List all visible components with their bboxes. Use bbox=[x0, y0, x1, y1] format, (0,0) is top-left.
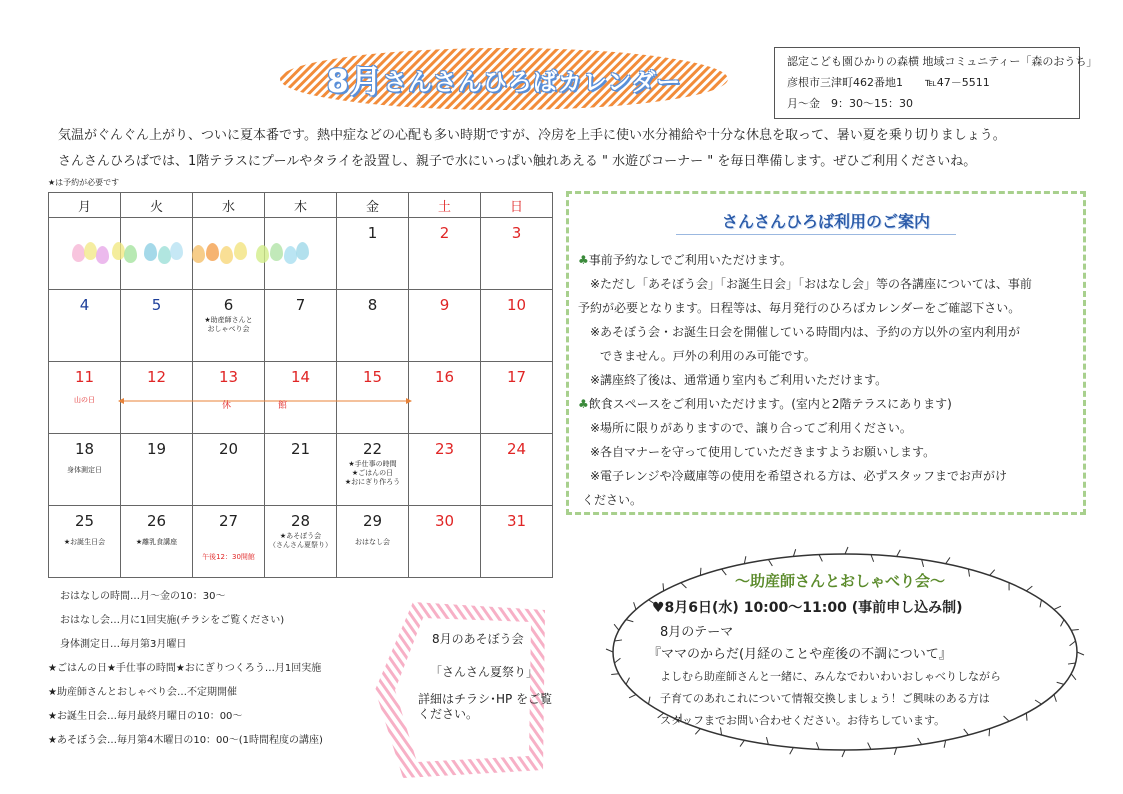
leaf-tick bbox=[1054, 695, 1056, 702]
day-cell-28 bbox=[265, 506, 337, 578]
day-cell-10 bbox=[481, 290, 553, 362]
day-number: 31 bbox=[506, 512, 527, 530]
leaf-tick bbox=[894, 748, 896, 755]
weekday-mon: 月 bbox=[49, 193, 121, 218]
egg-icon bbox=[170, 242, 183, 260]
guide-line-1 bbox=[578, 251, 792, 268]
day-number: 21 bbox=[290, 440, 311, 458]
egg-icon bbox=[144, 243, 157, 261]
leaf-tick bbox=[816, 742, 819, 749]
midwife-theme-label: 8月のテーマ bbox=[660, 625, 734, 640]
leaf-tick bbox=[768, 559, 772, 565]
facility-hours: 月～金 9：30～15：30 bbox=[787, 97, 913, 110]
day-cell-31 bbox=[481, 506, 553, 578]
leaf-tick bbox=[720, 727, 721, 735]
egg-icon bbox=[206, 243, 219, 261]
guide-line-8: ※場所に限りがありますので、譲り合ってご利用ください。 bbox=[590, 421, 912, 435]
day-number: 7 bbox=[295, 296, 306, 314]
day-cell-21 bbox=[265, 434, 337, 506]
day-cell-8 bbox=[337, 290, 409, 362]
day-cell-26 bbox=[121, 506, 193, 578]
day-number: 2 bbox=[439, 224, 450, 242]
leaf-tick bbox=[1040, 600, 1041, 607]
leaf-tick bbox=[964, 729, 969, 735]
asobou-event-name: 「さんさん夏祭り」 bbox=[430, 665, 539, 679]
weekday-tue: 火 bbox=[121, 193, 193, 218]
day-number: 24 bbox=[506, 440, 527, 458]
day-number: 12 bbox=[146, 368, 167, 386]
intro-line-1: 気温がぐんぐん上がり、ついに夏本番です。熱中症などの心配も多い時期ですが、冷房を上手に使い水分補給や十分な休息を取って、暑い夏を乗り切りましょう。 bbox=[58, 128, 1006, 143]
note-birthday: ★お誕生日会…毎月最終月曜日の10：00～ bbox=[48, 711, 243, 722]
day-number: 16 bbox=[434, 368, 455, 386]
facility-address: 彦根市三津町462番地1 ℡47－5511 bbox=[787, 76, 990, 89]
leaf-tick bbox=[1071, 674, 1076, 680]
day-number: 10 bbox=[506, 296, 527, 314]
closed-period-arrow bbox=[118, 394, 412, 408]
leaf-tick bbox=[1057, 682, 1064, 684]
event-measurement: 身体測定日 bbox=[67, 466, 102, 474]
day-number: 15 bbox=[362, 368, 383, 386]
weekday-fri: 金 bbox=[337, 193, 409, 218]
event-handwork: ★手仕事の時間 bbox=[348, 460, 397, 468]
leaf-tick bbox=[918, 738, 922, 744]
egg-icon bbox=[296, 242, 309, 260]
leaf-tick bbox=[740, 740, 744, 746]
day-cell-16 bbox=[409, 362, 481, 434]
guide-line-5: できません。戸外の利用のみ可能です。 bbox=[600, 349, 816, 363]
egg-icon bbox=[158, 246, 171, 264]
midwife-desc-1: よしむら助産師さんと一緒に、みんなでわいわいおしゃべりしながら bbox=[660, 670, 1001, 683]
day-number: 13 bbox=[218, 368, 239, 386]
day-cell-9 bbox=[409, 290, 481, 362]
event-midwife-1: ★助産師さんと bbox=[204, 316, 253, 324]
egg-icon bbox=[112, 242, 125, 260]
leaf-tick bbox=[1070, 641, 1076, 646]
egg-icon bbox=[270, 243, 283, 261]
guide-line-9: ※各自マナーを守って使用していただきますようお願いします。 bbox=[590, 445, 936, 459]
weekday-sat: 土 bbox=[409, 193, 481, 218]
intro-line-2: さんさんひろばでは、1階テラスにプールやタライを設置し、親子で水にいっぱい触れあえる " 水遊びコーナー " を毎日準備します。ぜひご利用くださいね。 bbox=[58, 154, 977, 169]
day-cell-1 bbox=[337, 218, 409, 290]
egg-decoration bbox=[70, 240, 330, 270]
title-banner bbox=[278, 46, 730, 112]
leaf-tick bbox=[842, 750, 845, 757]
day-cell-27 bbox=[193, 506, 265, 578]
leaf-tick bbox=[695, 729, 700, 735]
leaf-tick bbox=[897, 550, 901, 557]
day-cell-22 bbox=[337, 434, 409, 506]
egg-icon bbox=[220, 246, 233, 264]
event-asobou: ★あそぼう会 bbox=[279, 532, 322, 540]
leaf-tick bbox=[1054, 606, 1061, 609]
day-number: 3 bbox=[511, 224, 522, 242]
day-cell-7 bbox=[265, 290, 337, 362]
tree-icon: ♣ bbox=[578, 253, 589, 267]
day-number: 8 bbox=[367, 296, 378, 314]
leaf-tick bbox=[868, 743, 871, 750]
leaf-tick bbox=[1071, 630, 1079, 631]
leaf-tick bbox=[819, 555, 822, 562]
egg-icon bbox=[284, 246, 297, 264]
leaf-tick bbox=[989, 729, 990, 737]
note-midwife: ★助産師さんとおしゃべり会…不定期開催 bbox=[48, 687, 237, 698]
day-number: 28 bbox=[290, 512, 311, 530]
guide-text: 飲食スペースをご利用いただけます。(室内と2階テラスにあります) bbox=[588, 397, 952, 411]
day-cell-25 bbox=[49, 506, 121, 578]
leaf-tick bbox=[626, 678, 629, 685]
tree-icon: ♣ bbox=[578, 397, 589, 411]
leaf-tick bbox=[1061, 620, 1064, 627]
day-cell-18 bbox=[49, 434, 121, 506]
leaf-tick bbox=[626, 620, 633, 622]
day-number: 5 bbox=[151, 296, 162, 314]
week-row-2 bbox=[49, 290, 553, 362]
day-number: 25 bbox=[74, 512, 95, 530]
event-birthday: ★お誕生日会 bbox=[63, 538, 106, 546]
day-number: 14 bbox=[290, 368, 311, 386]
note-monthly-events: ★ごはんの日★手仕事の時間★おにぎりつくろう…月1回実施 bbox=[48, 663, 322, 674]
leaf-tick bbox=[871, 555, 874, 562]
day-cell-3 bbox=[481, 218, 553, 290]
leaf-tick bbox=[766, 737, 768, 744]
guide-text: 事前予約なしでご利用いただけます。 bbox=[588, 253, 792, 267]
day-cell-6 bbox=[193, 290, 265, 362]
calendar-reservation-note: ★は予約が必要です bbox=[48, 178, 120, 187]
leaf-tick bbox=[611, 674, 619, 675]
title-rest: さんさんひろばカレンダー bbox=[382, 67, 682, 96]
guide-line-6: ※講座終了後は、通常通り室内もご利用いただけます。 bbox=[590, 373, 888, 387]
event-gohan: ★ごはんの日 bbox=[351, 469, 394, 477]
note-asobou: ★あそぼう会…毎月第4木曜日の10：00～(1時間程度の講座) bbox=[48, 735, 323, 746]
event-summer-festival: （さんさん夏祭り） bbox=[269, 541, 332, 549]
day-number: 23 bbox=[434, 440, 455, 458]
leaf-tick bbox=[790, 748, 794, 755]
midwife-date: ♥8月6日(水) 10:00～11:00 (事前申し込み制) bbox=[652, 600, 963, 616]
day-number: 9 bbox=[439, 296, 450, 314]
closed-label-1: 休 bbox=[222, 401, 232, 411]
day-cell-5 bbox=[121, 290, 193, 362]
asobou-detail: 詳細はチラシ･HP をご覧ください。 bbox=[418, 692, 553, 721]
weekday-thu: 木 bbox=[265, 193, 337, 218]
note-story-time: おはなしの時間…月～金の10：30～ bbox=[60, 591, 226, 602]
event-mountain-day: 山の日 bbox=[74, 396, 95, 404]
leaf-tick bbox=[614, 658, 620, 663]
event-afternoon-open: 午後12：30開館 bbox=[202, 553, 255, 561]
day-cell-29 bbox=[337, 506, 409, 578]
week-row-5 bbox=[49, 506, 553, 578]
note-story-event: おはなし会…月に1回実施(チラシをご覧ください) bbox=[60, 615, 285, 626]
leaf-tick bbox=[845, 547, 848, 554]
event-baby-food: ★離乳食講座 bbox=[135, 538, 178, 546]
leaf-tick bbox=[744, 556, 746, 563]
day-number: 17 bbox=[506, 368, 527, 386]
facility-info-box bbox=[774, 47, 1098, 119]
event-onigiri: ★おにぎり作ろう bbox=[344, 478, 401, 486]
egg-icon bbox=[96, 246, 109, 264]
event-midwife-2: おしゃべり会 bbox=[207, 325, 250, 333]
leaf-tick bbox=[1068, 663, 1076, 664]
day-cell-11 bbox=[49, 362, 121, 434]
midwife-desc-3: スタッフまでお問い合わせください。お待ちしています。 bbox=[660, 714, 946, 727]
leaf-tick bbox=[946, 557, 950, 563]
day-cell-30 bbox=[409, 506, 481, 578]
asobou-frame bbox=[373, 600, 548, 780]
day-cell-20 bbox=[193, 434, 265, 506]
midwife-desc-2: 子育てのあれこれについて情報交換しましょう！ご興味のある方は bbox=[660, 692, 990, 705]
leaf-tick bbox=[1035, 700, 1041, 704]
weekday-header-row bbox=[49, 193, 553, 218]
page-title bbox=[278, 46, 730, 112]
day-number: 29 bbox=[362, 512, 383, 530]
day-number: 1 bbox=[367, 224, 378, 242]
day-number: 26 bbox=[146, 512, 167, 530]
day-number: 18 bbox=[74, 440, 95, 458]
leaf-tick bbox=[944, 740, 946, 747]
day-number: 4 bbox=[79, 296, 90, 314]
egg-icon bbox=[124, 245, 137, 263]
guide-line-4: ※あそぼう会・お誕生日会を開催している時間内は、予約の方以外の室内利用が bbox=[590, 325, 1021, 339]
leaf-tick bbox=[629, 695, 636, 698]
day-cell-19 bbox=[121, 434, 193, 506]
guide-line-7 bbox=[578, 395, 952, 412]
leaf-tick bbox=[614, 624, 619, 630]
leaf-tick bbox=[922, 559, 924, 566]
midwife-title: ～助産師さんとおしゃべり会～ bbox=[734, 572, 945, 590]
leaf-tick bbox=[649, 697, 650, 704]
title-month: 8月 bbox=[326, 62, 383, 100]
day-number: 27 bbox=[218, 512, 239, 530]
guide-line-3: 予約が必要となります。日程等は、毎月発行のひろばカレンダーをご確認下さい。 bbox=[578, 301, 1021, 315]
guide-line-2: ※ただし「あそぼう会」「お誕生日会」「おはなし会」等の各講座については、事前 bbox=[590, 277, 1032, 291]
egg-icon bbox=[256, 245, 269, 263]
egg-icon bbox=[234, 242, 247, 260]
weekday-wed: 水 bbox=[193, 193, 265, 218]
closed-label-2: 館 bbox=[278, 401, 288, 411]
leaf-tick bbox=[793, 549, 795, 556]
note-measurement: 身体測定日…毎月第3月曜日 bbox=[60, 639, 187, 650]
day-number: 6 bbox=[223, 296, 234, 314]
guide-line-11: ください。 bbox=[582, 493, 643, 507]
day-number: 22 bbox=[362, 440, 383, 458]
title-underline bbox=[676, 234, 956, 235]
day-number: 19 bbox=[146, 440, 167, 458]
week-row-4 bbox=[49, 434, 553, 506]
usage-guide-title: さんさんひろば利用のご案内 bbox=[721, 212, 930, 231]
leaf-tick bbox=[1026, 713, 1027, 721]
day-cell-4 bbox=[49, 290, 121, 362]
midwife-theme: 『ママのからだ(月経のことや産後の不調について』 bbox=[648, 647, 952, 662]
event-storytelling: おはなし会 bbox=[355, 538, 390, 546]
day-cell-17 bbox=[481, 362, 553, 434]
leaf-tick bbox=[1077, 652, 1084, 655]
leaf-tick bbox=[1004, 716, 1009, 721]
leaf-tick bbox=[606, 649, 613, 652]
day-number: 20 bbox=[218, 440, 239, 458]
day-number: 11 bbox=[74, 368, 95, 386]
day-number: 30 bbox=[434, 512, 455, 530]
facility-name: 認定こども園ひかりの森横 地域コミュニティー「森のおうち」 bbox=[787, 55, 1098, 68]
day-cell-24 bbox=[481, 434, 553, 506]
weekday-sun: 日 bbox=[481, 193, 553, 218]
day-cell-2 bbox=[409, 218, 481, 290]
leaf-tick bbox=[614, 640, 622, 641]
egg-icon bbox=[192, 245, 205, 263]
asobou-heading: 8月のあそぼう会 bbox=[432, 632, 524, 646]
day-cell-23 bbox=[409, 434, 481, 506]
guide-line-10: ※電子レンジや冷蔵庫等の使用を希望される方は、必ずスタッフまでお声がけ bbox=[590, 469, 1007, 483]
leaf-tick bbox=[634, 602, 636, 609]
